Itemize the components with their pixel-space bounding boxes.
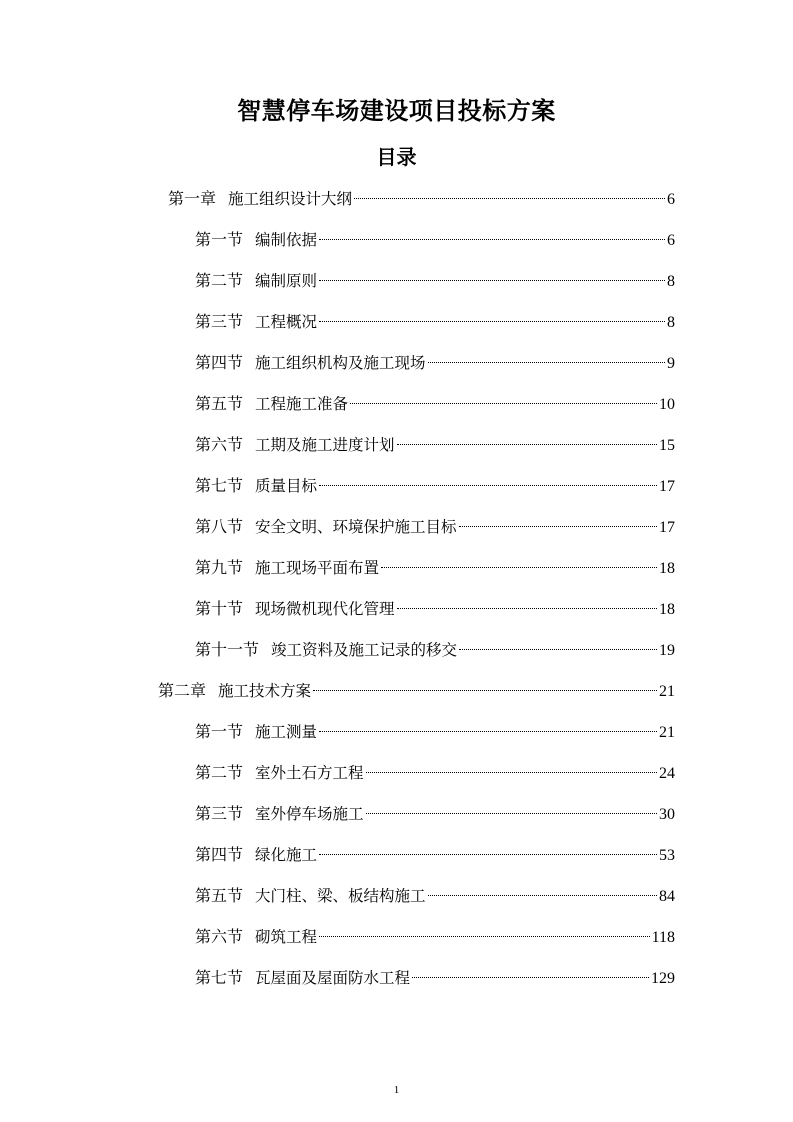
toc-entry-title: 竣工资料及施工记录的移交 [271, 641, 458, 659]
toc-entry-page: 8 [667, 273, 675, 290]
toc-entry-title: 质量目标 [255, 477, 318, 495]
toc-entry-number: 第十一节 [195, 640, 260, 659]
toc-entry[interactable] [195, 588, 675, 629]
document-title: 智慧停车场建设项目投标方案 [237, 97, 556, 125]
toc-leader-dots [319, 239, 665, 240]
toc-entry[interactable] [158, 670, 675, 711]
toc-entry-title: 施工组织机构及施工现场 [255, 354, 426, 372]
toc-entry[interactable] [195, 957, 675, 998]
toc-entry-number: 第三节 [195, 312, 244, 331]
toc-entry-number: 第四节 [195, 353, 244, 372]
toc-entry[interactable] [195, 424, 675, 465]
toc-entry-page: 17 [659, 519, 675, 536]
toc-leader-dots [313, 690, 657, 691]
toc-leader-dots [381, 567, 657, 568]
toc-entry-number: 第六节 [195, 927, 244, 946]
toc-leader-dots [397, 608, 657, 609]
page-number: 1 [393, 1084, 400, 1096]
toc-entry[interactable] [195, 465, 675, 506]
toc-entry-number: 第一节 [195, 230, 244, 249]
toc-entry-page: 10 [659, 396, 675, 413]
toc-entry-number: 第五节 [195, 886, 244, 905]
toc-leader-dots [319, 936, 650, 937]
toc-entry[interactable] [195, 752, 675, 793]
toc-entry[interactable] [195, 506, 675, 547]
toc-entry-page: 6 [667, 191, 675, 208]
toc-entry-page: 24 [659, 765, 675, 782]
toc-entry-page: 53 [659, 847, 675, 864]
toc-entry-title: 大门柱、梁、板结构施工 [255, 887, 426, 905]
toc-entry-title: 室外停车场施工 [255, 805, 364, 823]
toc-leader-dots [459, 526, 657, 527]
toc-entry[interactable] [195, 916, 675, 957]
toc-entry-title: 施工现场平面布置 [255, 559, 380, 577]
toc-entry-page: 21 [659, 683, 675, 700]
toc-entry-title: 编制原则 [255, 272, 318, 290]
toc-entry-page: 118 [651, 929, 675, 946]
toc-entry-title: 施工组织设计大纲 [228, 190, 353, 208]
toc-entry-title: 砌筑工程 [255, 928, 318, 946]
toc-entry-page: 18 [659, 601, 675, 618]
toc-entry[interactable] [195, 547, 675, 588]
toc-entry-number: 第七节 [195, 968, 244, 987]
toc-entry-page: 9 [667, 355, 675, 372]
toc-entry-title: 施工测量 [255, 723, 318, 741]
toc-entry-number: 第六节 [195, 435, 244, 454]
toc-entry[interactable] [195, 793, 675, 834]
toc-entry-title: 工期及施工进度计划 [255, 436, 395, 454]
toc-entry-number: 第一节 [195, 722, 244, 741]
toc-entry-number: 第五节 [195, 394, 244, 413]
toc-leader-dots [354, 198, 665, 199]
toc-entry[interactable] [195, 219, 675, 260]
toc-entry-page: 129 [651, 970, 675, 987]
toc-leader-dots [428, 362, 665, 363]
toc-heading: 目录 [376, 145, 417, 169]
toc-leader-dots [319, 321, 665, 322]
toc-leader-dots [319, 280, 665, 281]
toc-entry[interactable] [195, 711, 675, 752]
toc-entry-page: 17 [659, 478, 675, 495]
toc-leader-dots [428, 895, 657, 896]
toc-entry-title: 安全文明、环境保护施工目标 [255, 518, 457, 536]
toc-entry-number: 第二节 [195, 271, 244, 290]
toc-entry[interactable] [195, 260, 675, 301]
toc-entry-number: 第十节 [195, 599, 244, 618]
toc-leader-dots [319, 731, 657, 732]
toc-entry-title: 编制依据 [255, 231, 318, 249]
toc-entry-page: 18 [659, 560, 675, 577]
toc-entry-page: 21 [659, 724, 675, 741]
toc-leader-dots [412, 977, 649, 978]
toc-entry-number: 第二节 [195, 763, 244, 782]
toc-entry-number: 第七节 [195, 476, 244, 495]
toc-entry[interactable] [195, 834, 675, 875]
toc-entry-page: 84 [659, 888, 675, 905]
toc-entry-title: 室外土石方工程 [255, 764, 364, 782]
toc-entry-page: 15 [659, 437, 675, 454]
toc-leader-dots [397, 444, 657, 445]
toc-entry-page: 8 [667, 314, 675, 331]
toc-entry[interactable] [195, 342, 675, 383]
toc-entry-number: 第三节 [195, 804, 244, 823]
toc-leader-dots [319, 854, 657, 855]
toc-leader-dots [459, 649, 657, 650]
toc-entry-number: 第一章 [168, 189, 217, 208]
toc-entry-number: 第九节 [195, 558, 244, 577]
toc-leader-dots [319, 485, 657, 486]
toc-leader-dots [350, 403, 657, 404]
toc-entry-title: 工程概况 [255, 313, 318, 331]
toc-entry[interactable] [195, 383, 675, 424]
toc-entry-number: 第二章 [158, 681, 207, 700]
toc-entry-title: 现场微机现代化管理 [255, 600, 395, 618]
toc-entry[interactable] [195, 875, 675, 916]
toc-entry-title: 绿化施工 [255, 846, 318, 864]
toc-entry-page: 6 [667, 232, 675, 249]
toc-entry-number: 第八节 [195, 517, 244, 536]
toc-entry-page: 30 [659, 806, 675, 823]
toc-entry-title: 施工技术方案 [218, 682, 312, 700]
toc-entry-title: 瓦屋面及屋面防水工程 [255, 969, 411, 987]
toc-entry-number: 第四节 [195, 845, 244, 864]
toc-entry[interactable] [195, 629, 675, 670]
toc-entry-title: 工程施工准备 [255, 395, 349, 413]
toc-entry[interactable] [195, 301, 675, 342]
toc-entry-page: 19 [659, 642, 675, 659]
toc-entry[interactable] [168, 178, 675, 219]
toc-leader-dots [366, 813, 657, 814]
toc-leader-dots [366, 772, 657, 773]
